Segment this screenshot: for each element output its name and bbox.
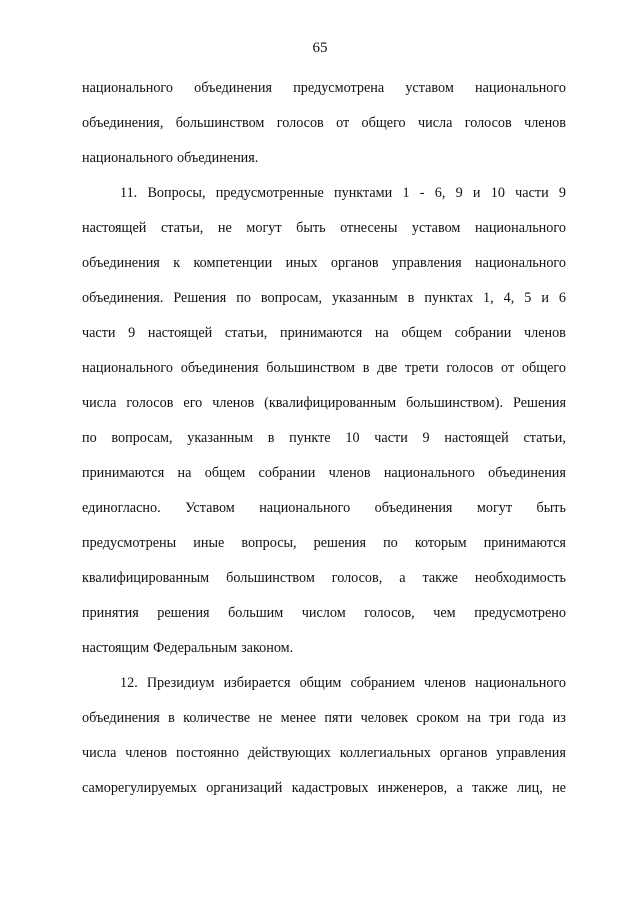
word: три xyxy=(489,710,511,726)
word: вопросам, xyxy=(260,290,323,306)
text-line xyxy=(82,351,566,386)
word: общего xyxy=(361,115,406,131)
word: также xyxy=(472,780,508,796)
word: членов xyxy=(523,325,566,341)
word: лиц, xyxy=(516,780,543,796)
word: решения xyxy=(313,535,366,551)
word: быть xyxy=(296,220,326,236)
text-line xyxy=(82,456,566,491)
word: 6 xyxy=(558,290,566,306)
word: пунктах xyxy=(424,290,474,306)
word: по xyxy=(236,290,251,306)
word: на xyxy=(467,710,482,726)
word: две xyxy=(377,360,398,376)
word: предусмотрено xyxy=(474,605,566,621)
word: в xyxy=(168,710,175,726)
word: объединения xyxy=(488,465,566,481)
text-line xyxy=(82,421,566,456)
word: объединения xyxy=(82,255,160,271)
word: чем xyxy=(433,605,456,621)
word: постоянно xyxy=(175,745,239,761)
word: быть xyxy=(536,500,566,516)
word: собрании xyxy=(258,465,316,481)
text-line xyxy=(82,736,566,771)
word: не xyxy=(258,710,273,726)
word: национального xyxy=(475,675,566,691)
word: национального xyxy=(82,150,173,166)
word: саморегулируемых xyxy=(82,780,197,796)
word: голосов, xyxy=(331,570,383,586)
word: большинством). xyxy=(406,395,504,411)
word: национального xyxy=(82,360,173,376)
word: действующих xyxy=(247,745,331,761)
word: которым xyxy=(414,535,467,551)
word: части xyxy=(374,430,408,446)
word: предусмотрены xyxy=(82,535,177,551)
word: национального xyxy=(259,500,351,516)
word: не xyxy=(217,220,232,236)
body-text xyxy=(82,71,566,806)
word: 1 xyxy=(402,185,410,201)
word: его xyxy=(183,395,203,411)
word: членов xyxy=(125,745,168,761)
word: сроком xyxy=(416,710,459,726)
text-line xyxy=(82,561,566,596)
word: необходимость xyxy=(474,570,566,586)
word: отнесены xyxy=(340,220,398,236)
text-line xyxy=(82,246,566,281)
word: предусмотрена xyxy=(293,80,385,96)
word: законом. xyxy=(241,640,294,656)
word: от xyxy=(336,115,350,131)
word: квалифицированным xyxy=(82,570,210,586)
word: иные xyxy=(193,535,225,551)
word: большинством xyxy=(226,570,315,586)
word: пункте xyxy=(289,430,331,446)
word: 5 xyxy=(524,290,532,306)
word: вопросы, xyxy=(241,535,297,551)
word: общем xyxy=(401,325,442,341)
word: и xyxy=(472,185,481,201)
word: общем xyxy=(204,465,246,481)
word: большинством xyxy=(266,360,355,376)
word: трети xyxy=(405,360,439,376)
page-number: 65 xyxy=(312,40,328,56)
word: на xyxy=(177,465,192,481)
text-line xyxy=(82,106,566,141)
word: инженеров, xyxy=(377,780,448,796)
text-line xyxy=(82,701,566,736)
word: числа xyxy=(82,745,117,761)
word: собранием xyxy=(350,675,415,691)
word: также xyxy=(422,570,458,586)
word: управления xyxy=(391,255,462,271)
word: числа xyxy=(82,395,117,411)
word: Решения xyxy=(173,290,227,306)
word: по xyxy=(383,535,398,551)
text-line xyxy=(82,176,566,211)
word: собрании xyxy=(454,325,512,341)
word: Федеральным xyxy=(153,640,238,656)
text-line xyxy=(82,526,566,561)
word: единогласно. xyxy=(82,500,161,516)
word: объединения xyxy=(82,710,160,726)
word: от xyxy=(501,360,515,376)
word: не xyxy=(552,780,566,796)
word: голосов, xyxy=(364,605,415,621)
word: членов xyxy=(328,465,371,481)
word: статьи, xyxy=(160,220,204,236)
word: 1, xyxy=(483,290,494,306)
word: голосов xyxy=(446,360,494,376)
text-line xyxy=(82,596,566,631)
word: кадастровых xyxy=(291,780,369,796)
word: в xyxy=(362,360,370,376)
word: голосов xyxy=(464,115,512,131)
word: управления xyxy=(496,745,566,761)
word: количестве xyxy=(183,710,251,726)
text-line xyxy=(82,281,566,316)
word: статьи, xyxy=(523,430,566,446)
text-line xyxy=(82,771,566,806)
word: национального xyxy=(474,80,566,96)
word: Уставом xyxy=(185,500,235,516)
word: уставом xyxy=(405,80,454,96)
word: членов xyxy=(212,395,255,411)
word: Вопросы, xyxy=(147,185,206,201)
word: объединения, xyxy=(82,115,164,131)
word: коллегиальных xyxy=(339,745,431,761)
word: объединения. xyxy=(82,290,164,306)
word: а xyxy=(399,570,406,586)
word: объединения xyxy=(180,360,259,376)
word: принятия xyxy=(82,605,139,621)
word: человек xyxy=(360,710,409,726)
word: национального xyxy=(82,80,173,96)
text-line xyxy=(82,666,566,701)
word: числом xyxy=(301,605,346,621)
word: организаций xyxy=(206,780,283,796)
word: 9 xyxy=(455,185,463,201)
text-line xyxy=(82,631,566,666)
word: указанным xyxy=(187,430,253,446)
word: компетенции xyxy=(193,255,273,271)
word: 10 xyxy=(345,430,360,446)
word: принимаются xyxy=(279,325,363,341)
word: числа xyxy=(417,115,453,131)
word: принимаются xyxy=(483,535,566,551)
word: настоящей xyxy=(147,325,213,341)
word: настоящей xyxy=(444,430,509,446)
word: 10 xyxy=(490,185,505,201)
text-line xyxy=(82,316,566,351)
word: избирается xyxy=(223,675,291,691)
word: большинством xyxy=(175,115,265,131)
word: на xyxy=(374,325,389,341)
word: в xyxy=(407,290,415,306)
word: объединения xyxy=(194,80,272,96)
word: иных xyxy=(285,255,318,271)
word: пяти xyxy=(324,710,353,726)
word: органов xyxy=(330,255,379,271)
word: части xyxy=(82,325,116,341)
word: могут xyxy=(476,500,513,516)
word: менее xyxy=(280,710,317,726)
word: 9 xyxy=(558,185,566,201)
word: к xyxy=(173,255,181,271)
word: решения xyxy=(157,605,210,621)
word: органов xyxy=(439,745,488,761)
word: членов xyxy=(524,115,566,131)
text-line xyxy=(82,141,566,176)
word: национального xyxy=(475,255,566,271)
word: указанным xyxy=(332,290,398,306)
word: в xyxy=(267,430,275,446)
word: 4, xyxy=(503,290,515,306)
word: из xyxy=(552,710,566,726)
word: по xyxy=(82,430,97,446)
word: большим xyxy=(228,605,284,621)
word: года xyxy=(518,710,545,726)
word: Президиум xyxy=(146,675,215,691)
word: уставом xyxy=(411,220,461,236)
word: настоящей xyxy=(82,220,147,236)
word: национального xyxy=(383,465,475,481)
word: объединения. xyxy=(176,150,259,166)
word: части xyxy=(515,185,549,201)
word: общим xyxy=(299,675,342,691)
text-line xyxy=(82,211,566,246)
word: 12. xyxy=(120,675,138,691)
word: вопросам, xyxy=(111,430,173,446)
word: принимаются xyxy=(82,465,165,481)
word: голосов xyxy=(276,115,324,131)
word: 11. xyxy=(120,185,138,201)
word: 6, xyxy=(434,185,446,201)
word: национального xyxy=(474,220,566,236)
word: Решения xyxy=(513,395,566,411)
word: голосов xyxy=(126,395,174,411)
word: (квалифицированным xyxy=(264,395,397,411)
word: настоящим xyxy=(82,640,150,656)
text-line xyxy=(82,71,566,106)
word: 9 xyxy=(422,430,430,446)
word: могут xyxy=(246,220,282,236)
word: 9 xyxy=(128,325,136,341)
word: предусмотренные xyxy=(215,185,324,201)
text-line xyxy=(82,386,566,421)
word: членов xyxy=(424,675,466,691)
word: пунктами xyxy=(334,185,393,201)
word: а xyxy=(456,780,463,796)
word: объединения xyxy=(374,500,453,516)
word: статьи, xyxy=(224,325,268,341)
word: общего xyxy=(521,360,566,376)
word: - xyxy=(419,185,425,201)
text-line xyxy=(82,491,566,526)
word: и xyxy=(541,290,549,306)
